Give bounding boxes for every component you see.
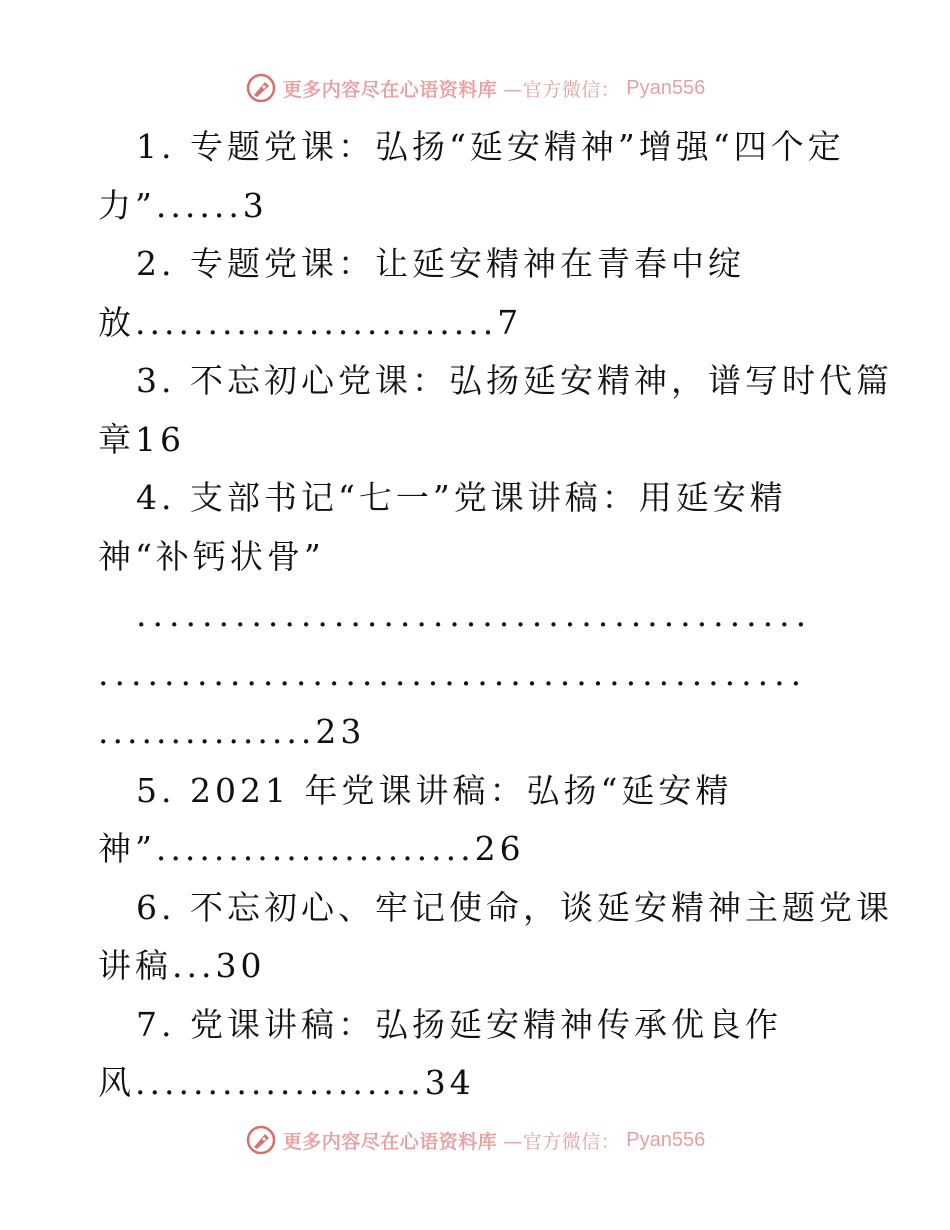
table-of-contents	[98, 118, 893, 1113]
toc-entry-6-title[interactable]: 6. 不忘初心、牢记使命，谈延安精神主题党课	[136, 887, 893, 927]
toc-entry-5-title[interactable]: 5. 2021 年党课讲稿：弘扬“延安精	[136, 770, 733, 810]
toc-entry-1-page[interactable]: 力”......3	[98, 185, 268, 225]
pen-nib-circle-icon	[245, 72, 277, 104]
toc-entry-1-title[interactable]: 1. 专题党课：弘扬“延安精神”增强“四个定	[136, 127, 845, 166]
toc-entry-3-title[interactable]: 3. 不忘初心党课：弘扬延安精神，谱写时代篇	[136, 361, 893, 400]
watermark-text: 更多内容尽在心语资料库	[282, 1130, 498, 1153]
toc-entry-7-page[interactable]: 风....................34	[98, 1063, 475, 1102]
toc-entry-2-page[interactable]: 放.........................7	[98, 302, 523, 342]
toc-entry-4-page[interactable]: ...............23	[98, 712, 366, 751]
toc-entry-6-page[interactable]: 讲稿...30	[98, 946, 266, 985]
watermark-wechat: Pyan556	[626, 76, 706, 99]
toc-entry-7-title[interactable]: 7. 党课讲稿：弘扬延安精神传承优良作	[136, 1004, 782, 1044]
header-watermark	[0, 68, 950, 108]
toc-entry-5-page[interactable]: 神”......................26	[98, 829, 525, 868]
pen-nib-circle-icon	[245, 1124, 277, 1156]
toc-entry-3-page[interactable]: 章16	[98, 419, 185, 459]
watermark-sub: —官方微信：	[503, 78, 621, 101]
watermark-wechat: Pyan556	[626, 1128, 706, 1151]
watermark-text: 更多内容尽在心语资料库	[282, 78, 498, 101]
toc-entry-4-title-cont[interactable]: 神“补钙状骨”	[98, 536, 325, 576]
toc-entry-4-leader-1: .........................................	[136, 595, 813, 634]
toc-entry-2-title[interactable]: 2. 专题党课：让延安精神在青春中绽	[136, 244, 745, 283]
footer-watermark	[0, 1120, 950, 1160]
toc-entry-4-leader-2: ...........................................	[98, 653, 808, 693]
watermark-sub: —官方微信：	[503, 1130, 621, 1153]
toc-entry-4-title[interactable]: 4. 支部书记“七一”党课讲稿：用延安精	[136, 478, 787, 517]
